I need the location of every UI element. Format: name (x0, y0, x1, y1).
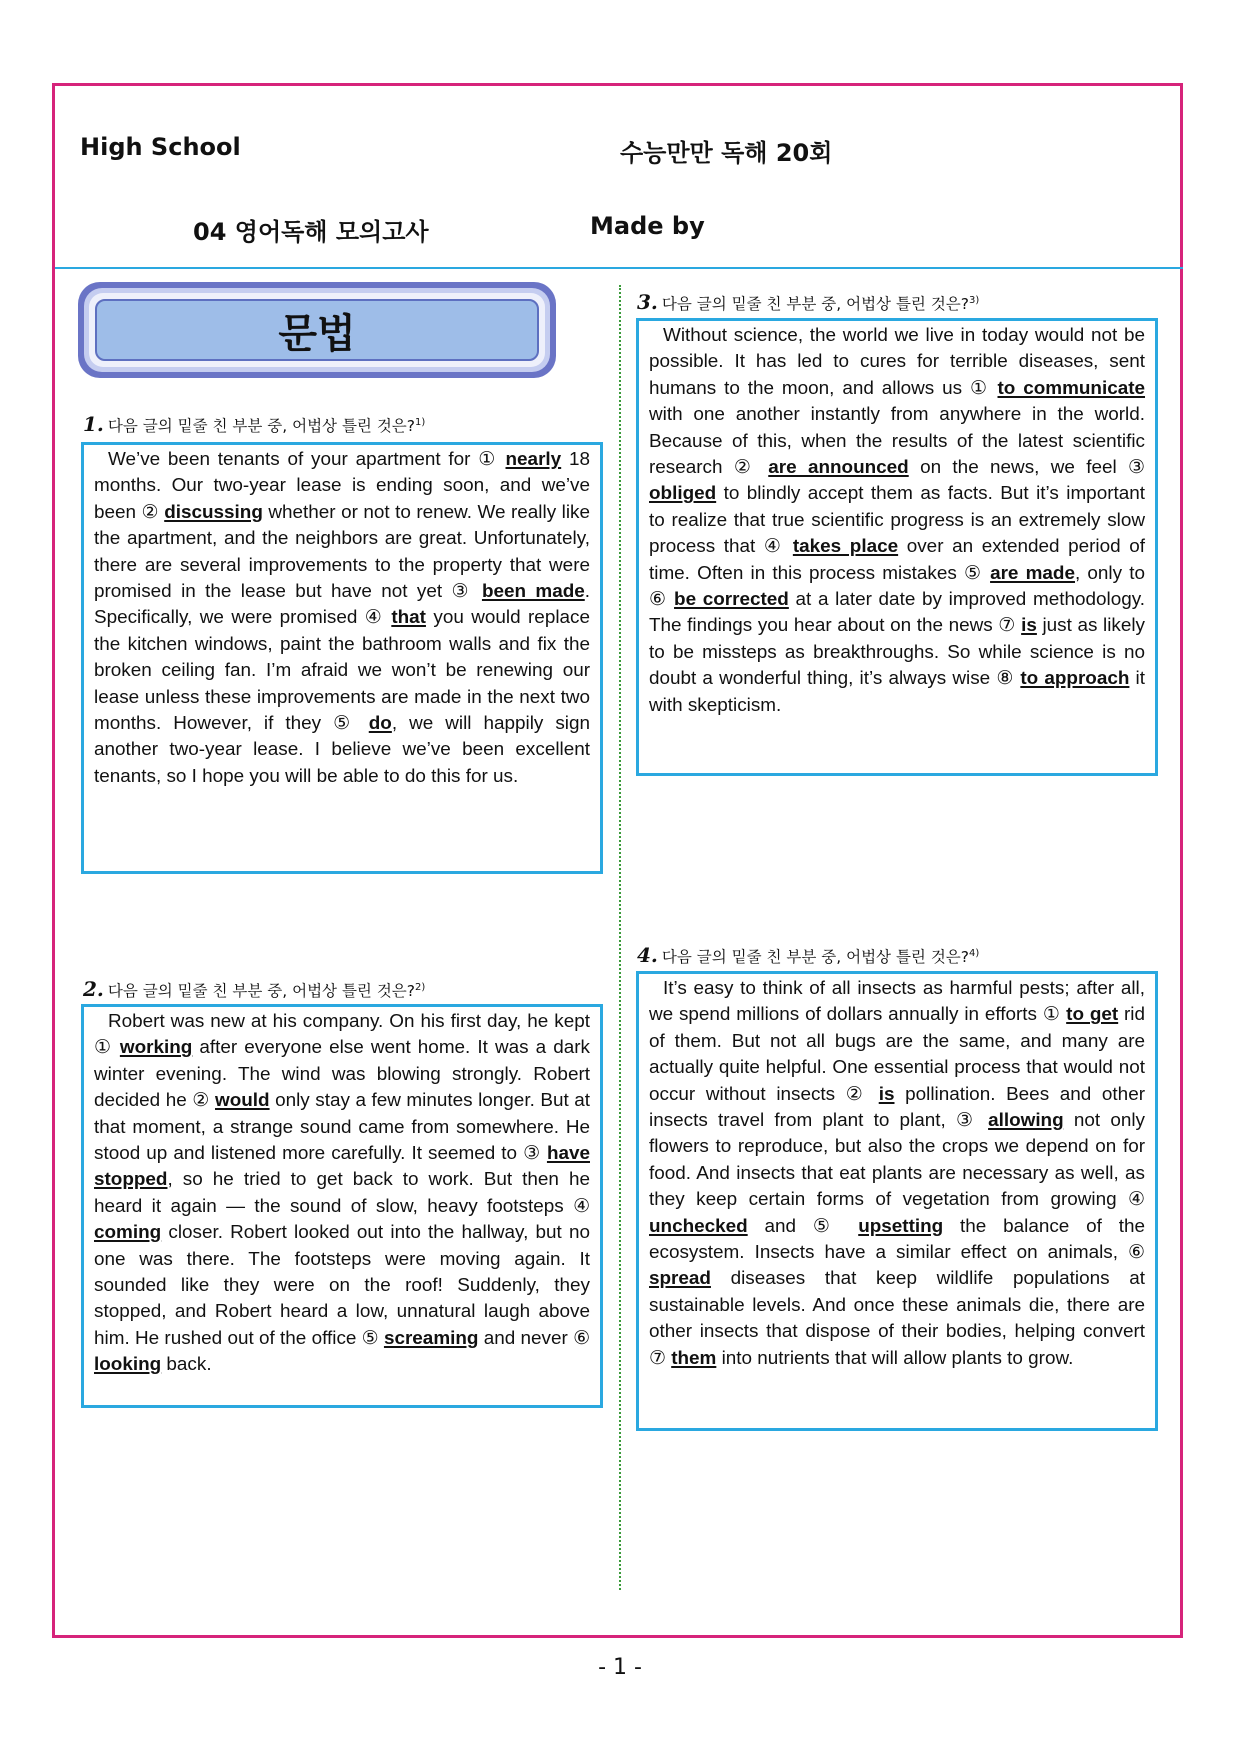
section-title: 문법 (95, 299, 539, 361)
underlined-choice: been made (481, 581, 585, 603)
underlined-choice: would (215, 1090, 270, 1112)
underlined-choice: that (391, 607, 426, 629)
column-divider (619, 285, 621, 1590)
header-divider (55, 267, 1183, 269)
question-1-prompt: 1. 다음 글의 밑줄 친 부분 중, 어법상 틀린 것은?$^{1)}$ (83, 412, 426, 436)
underlined-choice: obliged (649, 483, 717, 505)
exam-subtitle: 04 영어독해 모의고사 (193, 218, 429, 246)
school-label: High School (80, 133, 241, 161)
question-2-passage: Robert was new at his company. On his first day, he kept ① working after everyone else went home. It was a dark winter evening. The wind was blowing strongly. Robert decided he ② would only stay a few minutes longer. But at that moment, a strange sound came from somewhere. He stood up and listened more carefully. It seemed to ③ have stopped, so he tried to get back to work. But then he heard it again — the sound of slow, heavy footsteps ④ coming closer. Robert looked out into the hallway, but no one was there. The footsteps were moving again. It sounded like they were on the roof! Suddenly, they stopped, and Robert heard a low, unnatural laugh above him. He rushed out of the office ⑤ screaming and never ⑥ looking back. (81, 1004, 603, 1408)
underlined-choice: them (671, 1347, 717, 1369)
question-2-prompt: 2. 다음 글의 밑줄 친 부분 중, 어법상 틀린 것은?$^{2)}$ (83, 977, 426, 1001)
underlined-choice: discussing (164, 501, 263, 523)
underlined-choice: are made (990, 562, 1075, 584)
underlined-choice: to approach (1020, 668, 1130, 690)
underlined-choice: coming (94, 1222, 162, 1244)
question-4-passage: It’s easy to think of all insects as harmful pests; after all, we spend millions of dollars annually in efforts ① to get rid of them. But not all bugs are the same, and many are actually quite helpful. One essential process that would not occur without insects ② is pollination. Bees and other insects travel from plant to plant, ③ allowing not only flowers to reproduce, but also the crops we depend on for food. And insects that eat plants are necessary as well, as they keep certain forms of vegetation from growing ④ unchecked and ⑤ upsetting the balance of the ecosystem. Insects have a similar effect on animals, ⑥ spread diseases that keep wildlife populations at sustainable levels. And once these animals die, there are other insects that dispose of their bodies, helping convert ⑦ them into nutrients that will allow plants to grow. (636, 971, 1158, 1431)
underlined-choice: be corrected (674, 589, 789, 611)
underlined-choice: have stopped (94, 1143, 590, 1191)
underlined-choice: allowing (988, 1110, 1064, 1132)
question-4-prompt: 4. 다음 글의 밑줄 친 부분 중, 어법상 틀린 것은?$^{4)}$ (637, 943, 980, 967)
underlined-choice: looking (94, 1354, 162, 1376)
section-banner (78, 282, 556, 378)
page-number: - 1 - (598, 1655, 642, 1680)
underlined-choice: to get (1066, 1004, 1119, 1026)
underlined-choice: do (368, 713, 392, 735)
underlined-choice: is (1021, 615, 1037, 637)
exam-title: 수능만만 독해 20회 (620, 139, 833, 167)
underlined-choice: takes place (792, 536, 899, 558)
underlined-choice: nearly (505, 449, 562, 470)
underlined-choice: working (119, 1037, 193, 1059)
made-by-label: Made by (590, 212, 705, 240)
question-3-prompt: 3. 다음 글의 밑줄 친 부분 중, 어법상 틀린 것은?$^{3)}$ (637, 290, 980, 314)
underlined-choice: to communicate (997, 377, 1146, 399)
question-1-passage: We’ve been tenants of your apartment for ① nearly 18 months. Our two-year lease is ending soon, and we’ve been ② discussing whether or not to renew. We really like the apartment, and the neighbors are great. Unfortunately, there are several improvements to the property that were promised in the lease but have not yet ③ been made. Specifically, we were promised ④ that you would replace the kitchen windows, paint the bathroom walls and fix the broken ceiling fan. I’m afraid we won’t be renewing our lease unless these improvements are made in the next two months. However, if they ⑤ do, we will happily sign another two-year lease. I believe we’ve been excellent tenants, so I hope you will be able to do this for us. (81, 442, 603, 874)
underlined-choice: is (878, 1083, 895, 1105)
underlined-choice: screaming (383, 1327, 479, 1349)
underlined-choice: unchecked (649, 1215, 748, 1237)
underlined-choice: are announced (768, 457, 909, 479)
underlined-choice: upsetting (858, 1215, 944, 1237)
question-3-passage: Without science, the world we live in today would not be possible. It has led to cures for terrible diseases, sent humans to the moon, and allows us ① to communicate with one another instantly from anywhere in the world. Because of this, when the results of the latest scientific research ② are announced on the news, we feel ③ obliged to blindly accept them as facts. But it’s important to realize that true scientific progress is an extremely slow process that ④ takes place over an extended period of time. Often in this process mistakes ⑤ are made, only to ⑥ be corrected at a later date by improved methodology. The findings you hear about on the news ⑦ is just as likely to be missteps as breakthroughs. So while science is no doubt a wonderful thing, it’s always wise ⑧ to approach it with skepticism. (636, 318, 1158, 776)
underlined-choice: spread (649, 1268, 711, 1290)
